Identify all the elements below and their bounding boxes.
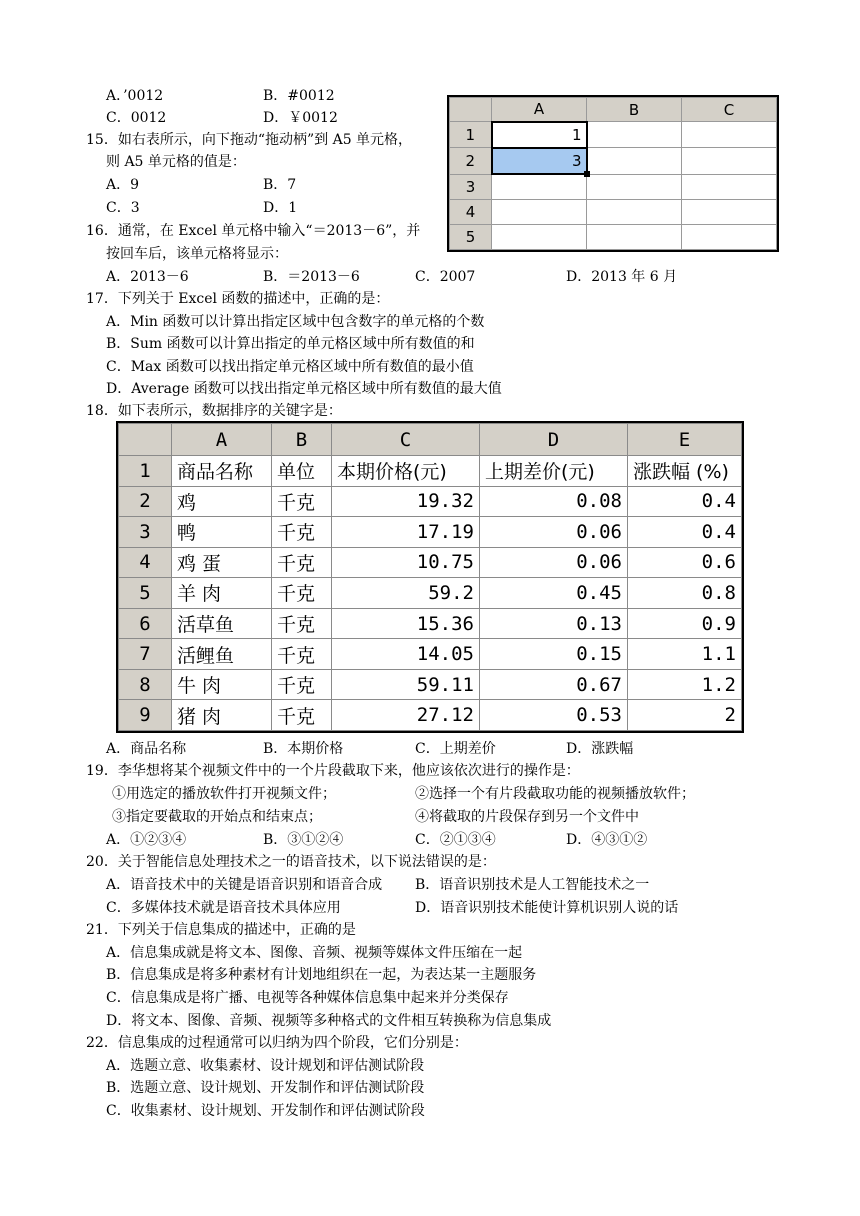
diff-cell: 0.15 [480,639,628,670]
q14-option-d: D．￥0012 [263,110,338,126]
q18-option-a: A．商品名称 [106,741,187,757]
big-row-header: 9 [119,700,172,731]
pct-cell: 0.6 [628,547,742,578]
column-header-a: A [492,98,587,122]
price-spreadsheet [116,421,744,733]
cell-a3 [492,174,587,199]
q18-option-b: B．本期价格 [263,741,344,757]
q22-option-a: A．选题立意、收集素材、设计规划和评估测试阶段 [106,1058,425,1074]
table-row [119,608,742,639]
q19-option-a: A．①②③④ [106,832,187,848]
cell-a5 [492,224,587,249]
q19-option-d: D．④③①② [566,832,648,848]
unit-cell: 千克 [272,486,332,517]
cell-b2 [587,148,682,174]
q17-option-b: B．Sum 函数可以计算出指定的单元格区域中所有数值的和 [106,336,475,352]
unit-cell: 千克 [272,578,332,609]
q21-option-a: A．信息集成就是将文本、图像、音频、视频等媒体文件压缩在一起 [106,945,523,961]
q18-stem: 18．如下表所示，数据排序的关键字是： [86,403,342,419]
row-header-1: 1 [450,122,492,148]
q19-step-1: ①用选定的播放软件打开视频文件； [112,786,336,802]
cell-a1: 1 [492,122,587,148]
table-row [119,700,742,731]
big-row-header: 6 [119,608,172,639]
small-spreadsheet [447,95,779,252]
cell-c5 [682,224,777,249]
cell-a4 [492,199,587,224]
q19-step-4: ④将截取的片段保存到另一个文件中 [415,809,639,825]
header-last-diff: 上期差价(元) [480,456,628,487]
q19-option-b: B．③①②④ [263,832,344,848]
big-row-header: 2 [119,486,172,517]
row-header-5: 5 [450,224,492,249]
big-row-header: 3 [119,517,172,548]
unit-cell: 千克 [272,669,332,700]
table-row [119,669,742,700]
big-column-header-e: E [628,424,742,456]
fill-handle[interactable] [584,171,590,177]
q15-option-c: C．3 [106,200,140,216]
pct-cell: 1.2 [628,669,742,700]
price-cell: 27.12 [332,700,480,731]
cell-c3 [682,174,777,199]
pct-cell: 0.4 [628,517,742,548]
q16-stem-line2: 按回车后，该单元格将显示： [106,246,288,262]
q21-stem: 21．下列关于信息集成的描述中，正确的是 [86,922,356,938]
table-row [119,578,742,609]
unit-cell: 千克 [272,700,332,731]
pct-cell: 1.1 [628,639,742,670]
q17-option-d: D．Average 函数可以找出指定单元格区域中所有数值的最大值 [106,381,502,397]
q21-option-b: B．信息集成是将多种素材有计划地组织在一起，为表达某一主题服务 [106,967,537,983]
q20-option-b: B．语音识别技术是人工智能技术之一 [415,877,650,893]
q19-step-2: ②选择一个有片段截取功能的视频播放软件； [415,786,695,802]
cell-a2 [492,148,587,174]
header-product-name: 商品名称 [172,456,272,487]
cell-b1 [587,122,682,148]
big-column-header-b: B [272,424,332,456]
big-row-header: 8 [119,669,172,700]
unit-cell: 千克 [272,547,332,578]
cell-b3 [587,174,682,199]
diff-cell: 0.13 [480,608,628,639]
product-name-cell: 牛 肉 [172,669,272,700]
q22-option-c: C．收集素材、设计规划、开发制作和评估测试阶段 [106,1103,425,1119]
q15-stem-line1: 15．如右表所示，向下拖动“拖动柄”到 A5 单元格， [86,132,413,148]
diff-cell: 0.08 [480,486,628,517]
header-unit: 单位 [272,456,332,487]
q19-option-c: C．②①③④ [415,832,496,848]
q14-option-a: A．’0012 [106,88,164,104]
q18-option-c: C．上期差价 [415,741,496,757]
product-name-cell: 羊 肉 [172,578,272,609]
table-row [119,547,742,578]
q15-option-b: B．7 [263,177,297,193]
table-row [119,639,742,670]
q16-option-d: D．2013 年 6 月 [566,269,678,285]
product-name-cell: 活草鱼 [172,608,272,639]
column-header-c: C [682,98,777,122]
unit-cell: 千克 [272,517,332,548]
q19-stem: 19．李华想将某个视频文件中的一个片段截取下来，他应该依次进行的操作是： [86,763,580,779]
cell-c2 [682,148,777,174]
pct-cell: 0.4 [628,486,742,517]
pct-cell: 0.8 [628,578,742,609]
product-name-cell: 鸡 蛋 [172,547,272,578]
price-cell: 59.2 [332,578,480,609]
pct-cell: 0.9 [628,608,742,639]
q22-stem: 22．信息集成的过程通常可以归纳为四个阶段，它们分别是： [86,1035,468,1051]
product-name-cell: 鸡 [172,486,272,517]
q20-stem: 20．关于智能信息处理技术之一的语音技术，以下说法错误的是： [86,854,496,870]
price-cell: 19.32 [332,486,480,517]
q16-option-b: B．＝2013－6 [263,269,360,285]
pct-cell: 2 [628,700,742,731]
row-header-3: 3 [450,174,492,199]
product-name-cell: 活鲤鱼 [172,639,272,670]
row-header-4: 4 [450,199,492,224]
big-row-header: 7 [119,639,172,670]
big-row-header: 4 [119,547,172,578]
header-current-price: 本期价格(元) [332,456,480,487]
cell-a2-value: 3 [571,152,582,171]
big-column-header-a: A [172,424,272,456]
q15-option-d: D．1 [263,200,298,216]
cell-c4 [682,199,777,224]
corner-cell [450,98,492,122]
q16-stem-line1: 16．通常，在 Excel 单元格中输入“＝2013－6”，并 [86,223,421,239]
q17-stem: 17．下列关于 Excel 函数的描述中，正确的是： [86,291,390,307]
q14-option-b: B．#0012 [263,88,335,104]
table-row [119,517,742,548]
q18-option-d: D．涨跌幅 [566,741,634,757]
q21-option-c: C．信息集成是将广播、电视等各种媒体信息集中起来并分类保存 [106,990,509,1006]
row-header-2: 2 [450,148,492,174]
big-row-header: 5 [119,578,172,609]
cell-c1 [682,122,777,148]
diff-cell: 0.06 [480,547,628,578]
q22-option-b: B．选题立意、设计规划、开发制作和评估测试阶段 [106,1080,425,1096]
q20-option-c: C．多媒体技术就是语音技术具体应用 [106,900,341,916]
price-cell: 15.36 [332,608,480,639]
unit-cell: 千克 [272,639,332,670]
q20-option-a: A．语音技术中的关键是语音识别和语音合成 [106,877,383,893]
big-column-header-c: C [332,424,480,456]
q15-stem-line2: 则 A5 单元格的值是： [106,154,246,170]
price-cell: 59.11 [332,669,480,700]
price-cell: 14.05 [332,639,480,670]
q14-option-c: C．0012 [106,110,167,126]
price-cell: 17.19 [332,517,480,548]
q16-option-a: A．2013－6 [106,269,189,285]
big-row-header-1: 1 [119,456,172,487]
q21-option-d: D．将文本、图像、音频、视频等多种格式的文件相互转换称为信息集成 [106,1013,552,1029]
q16-option-c: C．2007 [415,269,476,285]
cell-b5 [587,224,682,249]
unit-cell: 千克 [272,608,332,639]
q17-option-a: A．Min 函数可以计算出指定区域中包含数字的单元格的个数 [106,314,485,330]
q15-option-a: A．9 [106,177,140,193]
product-name-cell: 鸭 [172,517,272,548]
product-name-cell: 猪 肉 [172,700,272,731]
diff-cell: 0.67 [480,669,628,700]
cell-b4 [587,199,682,224]
column-header-b: B [587,98,682,122]
big-corner-cell [119,424,172,456]
table-row [119,486,742,517]
header-change-pct: 涨跌幅 (%) [628,456,742,487]
q19-step-3: ③指定要截取的开始点和结束点； [112,809,322,825]
diff-cell: 0.45 [480,578,628,609]
diff-cell: 0.53 [480,700,628,731]
q20-option-d: D．语音识别技术能使计算机识别人说的话 [415,900,679,916]
big-column-header-d: D [480,424,628,456]
diff-cell: 0.06 [480,517,628,548]
price-cell: 10.75 [332,547,480,578]
q17-option-c: C．Max 函数可以找出指定单元格区域中所有数值的最小值 [106,359,474,375]
